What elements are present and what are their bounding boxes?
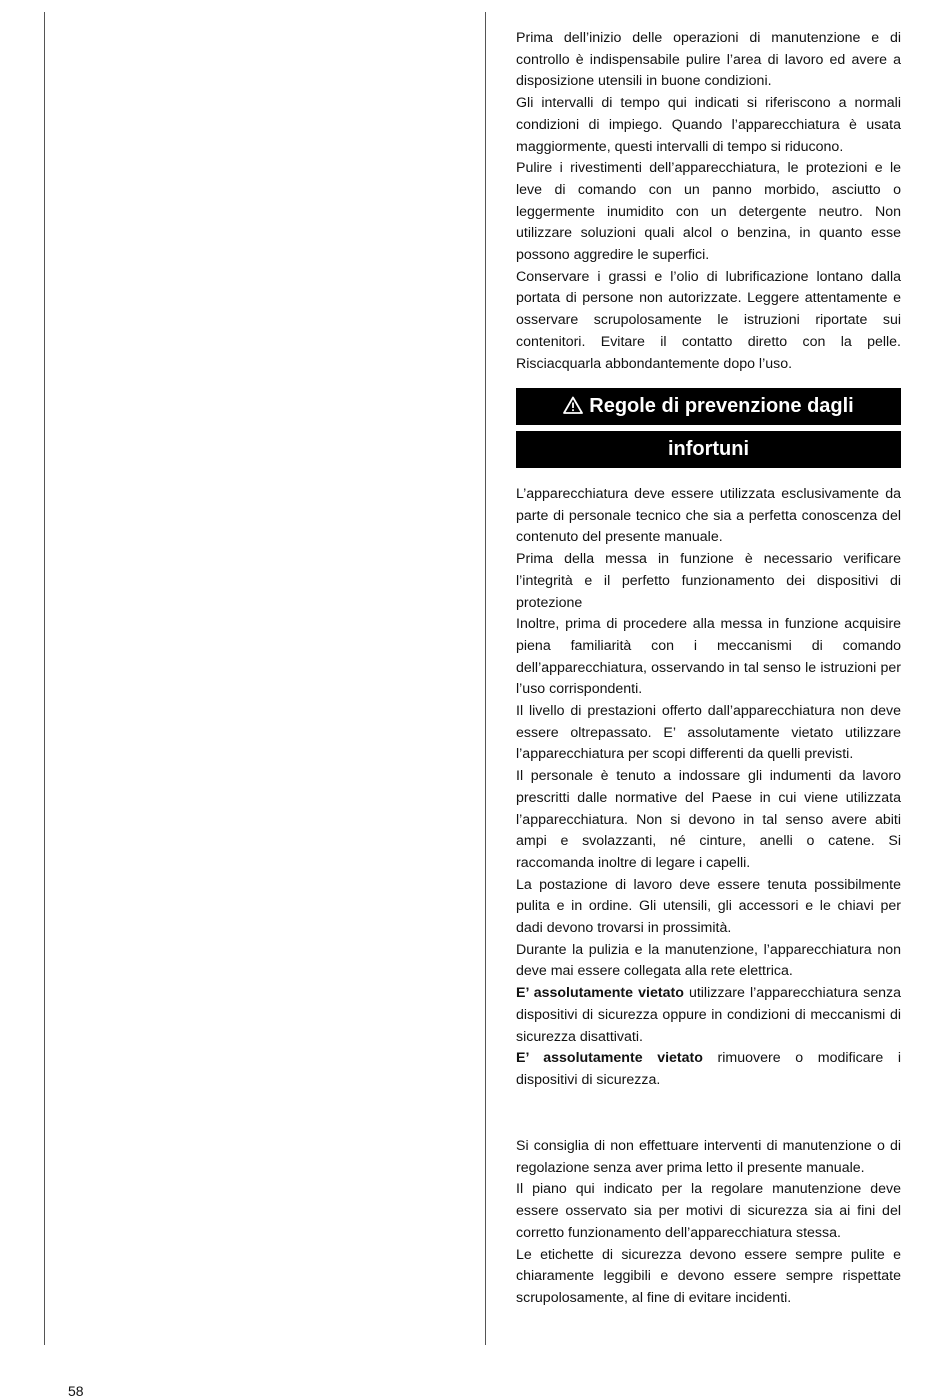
- prohibition-paragraph: [516, 983, 901, 1048]
- paragraph: Il livello di prestazioni offerto dall’apparecchiatura non deve essere oltrepassato. E’ assolutamente vietato utilizzare l’apparecchiatura per scopi differenti da quelli previsti.: [516, 703, 901, 763]
- safety-text: [516, 484, 901, 1092]
- paragraph: Gli intervalli di tempo qui indicati si riferiscono a normali condizioni di impiego. Quando l’apparecchiatura è usata maggiormente, questi intervalli di tempo si riducono.: [516, 95, 901, 155]
- prohibition-text: rimuovere o modificare i dispositivi di sicurezza.: [516, 1050, 901, 1088]
- paragraph: Prima della messa in funzione è necessario verificare l’integrità e il perfetto funzionamento dei dispositivi di protezione: [516, 551, 901, 611]
- paragraph: La postazione di lavoro deve essere tenuta possibilmente pulita e in ordine. Gli utensili, gli accessori e le chiavi per dadi devono trovarsi in prossimità.: [516, 876, 901, 937]
- left-margin-rule: [44, 12, 45, 1345]
- prohibition-emphasis: E’ assolutamente vietato: [516, 1050, 703, 1067]
- section-title-cont: infortuni: [667, 438, 750, 460]
- paragraph: L’apparecchiatura deve essere utilizzata esclusivamente da parte di personale tecnico che sia a perfetta conoscenza del contenuto del presente manuale.: [516, 486, 901, 546]
- paragraph: Le etichette di sicurezza devono essere sempre pulite e chiaramente leggibili e devono essere sempre rispettate scrupolosamente, al fine di evitare incidenti.: [516, 1246, 901, 1306]
- intro-text: [516, 28, 901, 375]
- paragraph: Pulire i rivestimenti dell’apparecchiatura, le protezioni e le leve di comando con un panno morbido, asciutto o leggermente inumidito con un detergente neutro. Non utilizzare soluzioni quali alcol o benzina, in quanto esse possono aggredire le superfici.: [516, 160, 901, 264]
- prohibition-text: utilizzare l’apparecchiatura senza dispositivi di sicurezza oppure in condizioni di meccanismi di sicurezza disattivati.: [516, 985, 901, 1045]
- prohibition-paragraph: [516, 1048, 901, 1091]
- closing-text: [516, 1136, 901, 1310]
- prohibition-emphasis: E’ assolutamente vietato: [516, 985, 684, 1002]
- page-number: 58: [68, 1383, 84, 1399]
- paragraph: Prima dell’inizio delle operazioni di manutenzione e di controllo è indispensabile pulire l’area di lavoro ed avere a disposizione utensili in buone condizioni.: [516, 30, 901, 90]
- section-title: Regole di prevenzione dagli: [589, 395, 854, 417]
- paragraph: Inoltre, prima di procedere alla messa in funzione acquisire piena familiarità con i meccanismi di comando dell’apparecchiatura, osservando in tal senso le istruzioni per l’uso corrispondenti.: [516, 616, 901, 698]
- paragraph: Il personale è tenuto a indossare gli indumenti da lavoro prescritti dalle normative del Paese in cui viene utilizzata l’apparecchiatura. Non si devono in tal senso avere abiti ampi e svolazzanti, né cinture, anelli o catene. Si raccomanda inoltre di legare i capelli.: [516, 768, 901, 871]
- paragraph: Conservare i grassi e l’olio di lubrificazione lontano dalla portata di persone non autorizzate. Leggere attentamente e osservare scrupolosamente le istruzioni riportate sui contenitori. Evitare il contatto diretto con la pelle. Risciacquarla abbondantemente dopo l’uso.: [516, 268, 901, 372]
- section-heading-line1: [516, 388, 901, 425]
- paragraph: Durante la pulizia e la manutenzione, l’apparecchiatura non deve mai essere collegata alla rete elettrica.: [516, 941, 901, 980]
- warning-triangle-icon: [563, 388, 583, 425]
- column-divider-rule: [485, 12, 486, 1345]
- paragraph: Il piano qui indicato per la regolare manutenzione deve essere osservato sia per motivi di sicurezza sia ai fini del corretto funzionamento dell’apparecchiatura stessa.: [516, 1181, 901, 1241]
- paragraph: Si consiglia di non effettuare interventi di manutenzione o di regolazione senza aver prima letto il presente manuale.: [516, 1138, 901, 1176]
- section-heading-line2: [516, 431, 901, 468]
